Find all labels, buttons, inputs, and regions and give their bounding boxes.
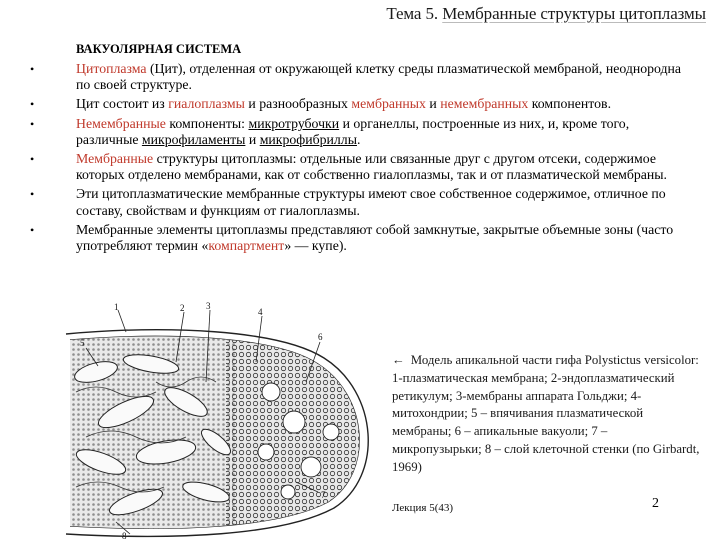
bullet-item [30, 96, 695, 112]
figure-label-2: 2 [180, 303, 185, 313]
bullet-text: и органеллы, построенные из них, и, кроме того, различные [76, 115, 630, 147]
bullet-dot-icon: • [30, 97, 35, 112]
bullet-item [30, 222, 695, 254]
figure-label-6: 6 [318, 332, 323, 342]
bullet-text: » — купе). [284, 238, 347, 254]
bullet-dot-icon: • [30, 152, 35, 167]
bullet-text: Мембранные элементы цитоплазмы представляют собой замкнутые, закрытые объемные зоны (часто употребляют термин « [76, 221, 674, 254]
bullet-text: компонентов. [528, 96, 612, 112]
figure-label-5: 5 [80, 338, 85, 348]
bullet-text: компоненты: [165, 115, 249, 131]
bullet-item [30, 151, 695, 183]
highlighted-term: мембранных [351, 96, 426, 112]
underlined-term: микрофибриллы [259, 131, 357, 147]
bullet-list [30, 61, 695, 257]
highlighted-term: Немембранные [76, 115, 166, 131]
bullet-dot-icon: • [30, 116, 35, 131]
highlighted-term: гиалоплазмы [168, 96, 245, 112]
section-heading: ВАКУОЛЯРНАЯ СИСТЕМА [76, 42, 242, 56]
slide-title [386, 4, 706, 24]
page-number: 2 [652, 496, 659, 511]
figure-label-1: 1 [114, 302, 119, 312]
underlined-term: микротрубочки [248, 115, 340, 131]
underlined-term: микрофиламенты [141, 131, 246, 147]
bullet-text: (Цит), отделенная от окружающей клетку среды плазматической мембраной, неоднородна по своей структуре. [76, 61, 682, 93]
figure-label-8: 8 [122, 531, 127, 540]
bullet-dot-icon: • [30, 187, 35, 202]
title-main: Мембранные структуры цитоплазмы [442, 4, 706, 23]
figure-label-4: 4 [258, 307, 263, 317]
lecture-label: Лекция 5(43) [392, 502, 454, 514]
highlighted-term: Мембранные [76, 151, 154, 167]
caption-text: Модель апикальной части гифа Polystictus versicolor: 1-плазматическая мембрана; 2-эндоплазматический ретикулум; 3-мембраны аппарата Гольджи; 4- митохондрии; 5 – впячивания плазматической мембраны; 6 – апикальные вакуоли; 7 – микропузырьки; 8 – слой клеточной стенки (по Girbardt, 1969) [392, 353, 700, 474]
bullet-item [30, 116, 695, 148]
bullet-item [30, 186, 695, 218]
bullet-text: и [245, 131, 260, 147]
figure-label-3: 3 [206, 302, 211, 311]
highlighted-term: Цитоплазма [76, 61, 147, 76]
bullet-text: структуры цитоплазмы: отдельные или связанные друг с другом отсеки, содержимое которых отделено мембранами, как от собственно гиалоплазмы, так и от плазматической мембраны. [76, 151, 667, 183]
left-arrow-icon: ← [392, 353, 405, 367]
highlighted-term: компартмент [208, 238, 285, 254]
bullet-dot-icon: • [30, 62, 35, 76]
hypha-apex-diagram [56, 302, 386, 540]
bullet-item [30, 61, 695, 93]
bullet-text: . [356, 131, 361, 147]
figure-caption [392, 352, 700, 477]
bullet-dot-icon: • [30, 222, 35, 237]
bullet-text: Цит состоит из [76, 96, 169, 112]
bullet-text: и [425, 96, 441, 112]
bullet-text: Эти цитоплазматические мембранные структуры имеют свое собственное содержимое, отличное по составу, свойствам и функциям от гиалоплазмы. [76, 186, 666, 218]
highlighted-term: немембранных [440, 96, 529, 112]
bullet-text: и разнообразных [244, 96, 352, 112]
figure-label-7: 7 [321, 490, 326, 500]
title-prefix: Тема 5. [386, 4, 443, 23]
